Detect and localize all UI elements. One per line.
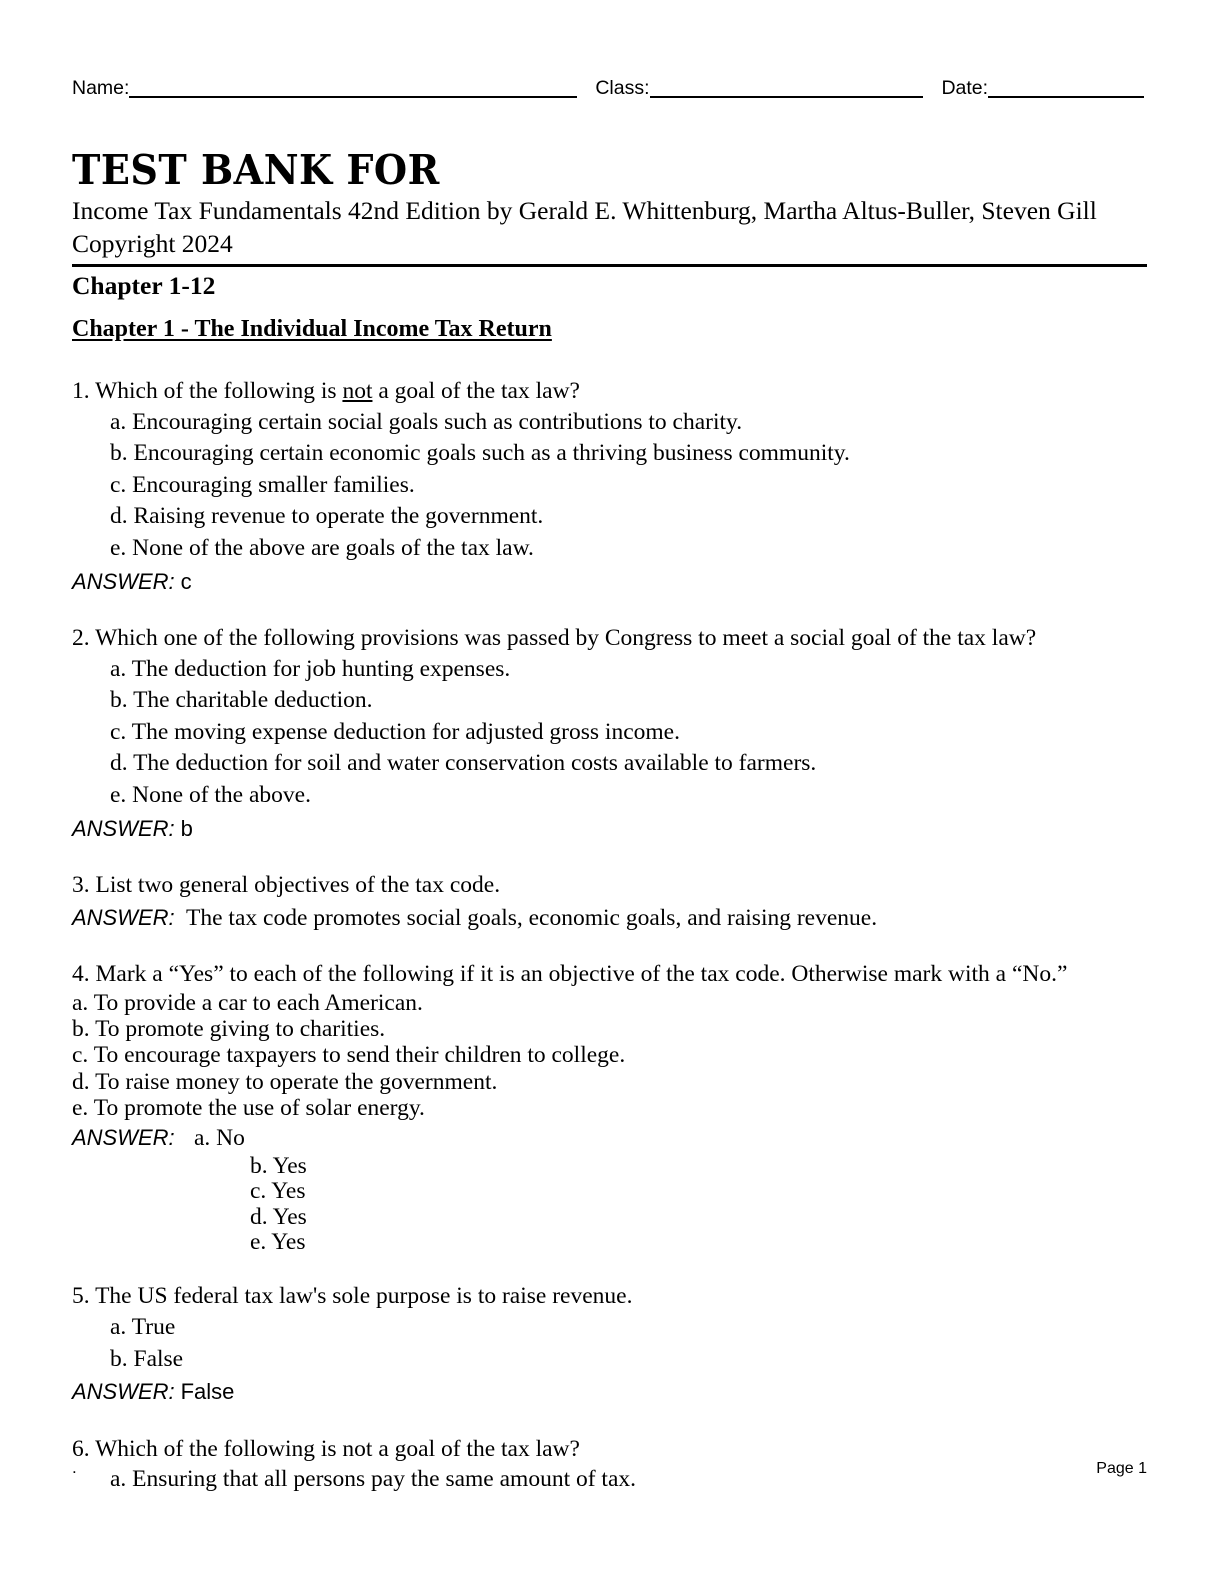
question-stem bbox=[72, 1281, 1152, 1312]
question-number: 1. bbox=[72, 378, 90, 404]
question-3 bbox=[72, 870, 1152, 933]
question-4 bbox=[72, 959, 1152, 1255]
option-c[interactable]: c. To encourage taxpayers to send their children to college. bbox=[72, 1042, 626, 1069]
answer-item-b: b. Yes bbox=[250, 1152, 307, 1179]
option-b[interactable]: b. To promote giving to charities. bbox=[72, 1016, 386, 1043]
question-stem bbox=[72, 870, 1152, 901]
question-number: 2. bbox=[72, 625, 90, 652]
stem-text: Which of the following is not a goal of the tax law? bbox=[95, 1435, 580, 1462]
answer-label: ANSWER: bbox=[72, 1125, 175, 1151]
answer-value: The tax code promotes social goals, economic goals, and raising revenue. bbox=[186, 904, 878, 931]
answer-item-e: e. Yes bbox=[250, 1229, 306, 1255]
option-a[interactable]: a. True bbox=[110, 1313, 176, 1340]
answer-line bbox=[72, 567, 1152, 598]
option-a[interactable]: a. To provide a car to each American. bbox=[72, 989, 423, 1016]
stem-text: List two general objectives of the tax code. bbox=[95, 872, 501, 899]
stem-text-before: Which of the following is bbox=[95, 378, 343, 404]
question-5 bbox=[72, 1281, 1152, 1407]
page-title: TEST BANK FOR bbox=[72, 146, 440, 194]
title-block bbox=[72, 146, 1147, 303]
student-info-header bbox=[72, 62, 1144, 98]
stem-text: The US federal tax law's sole purpose is to raise revenue. bbox=[95, 1283, 633, 1310]
answer-line bbox=[72, 1377, 1152, 1408]
answer-line bbox=[72, 814, 1152, 845]
option-a[interactable]: a. The deduction for job hunting expenses. bbox=[110, 655, 511, 682]
question-number: 3. bbox=[72, 872, 90, 899]
copyright-line: Copyright 2024 bbox=[72, 229, 233, 259]
questions-container bbox=[72, 376, 1152, 1496]
spacer bbox=[72, 1408, 1152, 1434]
name-input[interactable] bbox=[129, 76, 577, 98]
section-heading: Chapter 1 - The Individual Income Tax Return bbox=[72, 316, 552, 342]
answer-item-c: c. Yes bbox=[250, 1178, 306, 1205]
answer-label: ANSWER: bbox=[72, 568, 175, 594]
option-c[interactable]: c. The moving expense deduction for adjusted gross income. bbox=[110, 718, 680, 745]
option-a[interactable]: a. Ensuring that all persons pay the same amount of tax. bbox=[110, 1466, 637, 1493]
option-b[interactable]: b. False bbox=[110, 1345, 184, 1372]
spacer bbox=[72, 597, 1152, 623]
option-d[interactable]: d. Raising revenue to operate the government. bbox=[110, 503, 544, 530]
option-e[interactable]: e. None of the above are goals of the tax law. bbox=[110, 534, 534, 561]
question-1 bbox=[72, 376, 1152, 597]
stem-emphasis: not bbox=[342, 378, 373, 404]
name-label: Name: bbox=[72, 76, 130, 99]
answer-item-a: a. No bbox=[194, 1125, 245, 1152]
stem-text-after: a goal of the tax law? bbox=[372, 378, 580, 404]
title-divider bbox=[72, 264, 1147, 267]
page-number: Page 1 bbox=[1096, 1460, 1147, 1477]
spacer bbox=[72, 1255, 1152, 1281]
option-a[interactable]: a. Encouraging certain social goals such as contributions to charity. bbox=[110, 408, 743, 435]
option-e[interactable]: e. None of the above. bbox=[110, 781, 311, 808]
option-d[interactable]: d. To raise money to operate the government. bbox=[72, 1068, 498, 1095]
answer-label: ANSWER: bbox=[72, 904, 175, 930]
stem-text: Which one of the following provisions was passed by Congress to meet a social goal of the tax law? bbox=[95, 625, 1037, 652]
option-b[interactable]: b. Encouraging certain economic goals such as a thriving business community. bbox=[110, 440, 850, 467]
option-e[interactable]: e. To promote the use of solar energy. bbox=[72, 1095, 425, 1122]
footer-left-mark: . bbox=[72, 1458, 77, 1477]
answer-value: c bbox=[180, 568, 192, 594]
answer-line bbox=[72, 903, 1152, 934]
question-stem bbox=[72, 959, 1152, 990]
question-stem bbox=[72, 376, 1152, 407]
question-number: 4. bbox=[72, 961, 90, 988]
spacer bbox=[72, 844, 1152, 870]
question-number: 5. bbox=[72, 1283, 90, 1310]
option-c[interactable]: c. Encouraging smaller families. bbox=[110, 471, 415, 498]
stem-text: Mark a “Yes” to each of the following if it is an objective of the tax code. Otherwise mark with a “No.” bbox=[95, 961, 1068, 988]
spacer bbox=[72, 933, 1152, 959]
class-input[interactable] bbox=[650, 76, 924, 98]
answer-value: b bbox=[180, 815, 193, 841]
class-label: Class: bbox=[595, 76, 650, 99]
question-2 bbox=[72, 623, 1152, 844]
answer-item-d: d. Yes bbox=[250, 1203, 307, 1230]
option-b[interactable]: b. The charitable deduction. bbox=[110, 687, 373, 714]
page-footer bbox=[72, 1458, 1147, 1478]
date-label: Date: bbox=[941, 76, 989, 99]
answer-line bbox=[72, 1123, 1152, 1154]
question-number: 6. bbox=[72, 1435, 90, 1462]
answer-label: ANSWER: bbox=[72, 1379, 175, 1405]
option-d[interactable]: d. The deduction for soil and water conservation costs available to farmers. bbox=[110, 750, 817, 777]
chapter-range: Chapter 1-12 bbox=[72, 271, 216, 301]
question-stem bbox=[72, 623, 1152, 654]
answer-value: False bbox=[180, 1379, 235, 1405]
book-subtitle: Income Tax Fundamentals 42nd Edition by Gerald E. Whittenburg, Martha Altus-Buller, Steven Gill bbox=[72, 195, 1097, 225]
date-input[interactable] bbox=[988, 76, 1144, 98]
answer-label: ANSWER: bbox=[72, 815, 175, 841]
